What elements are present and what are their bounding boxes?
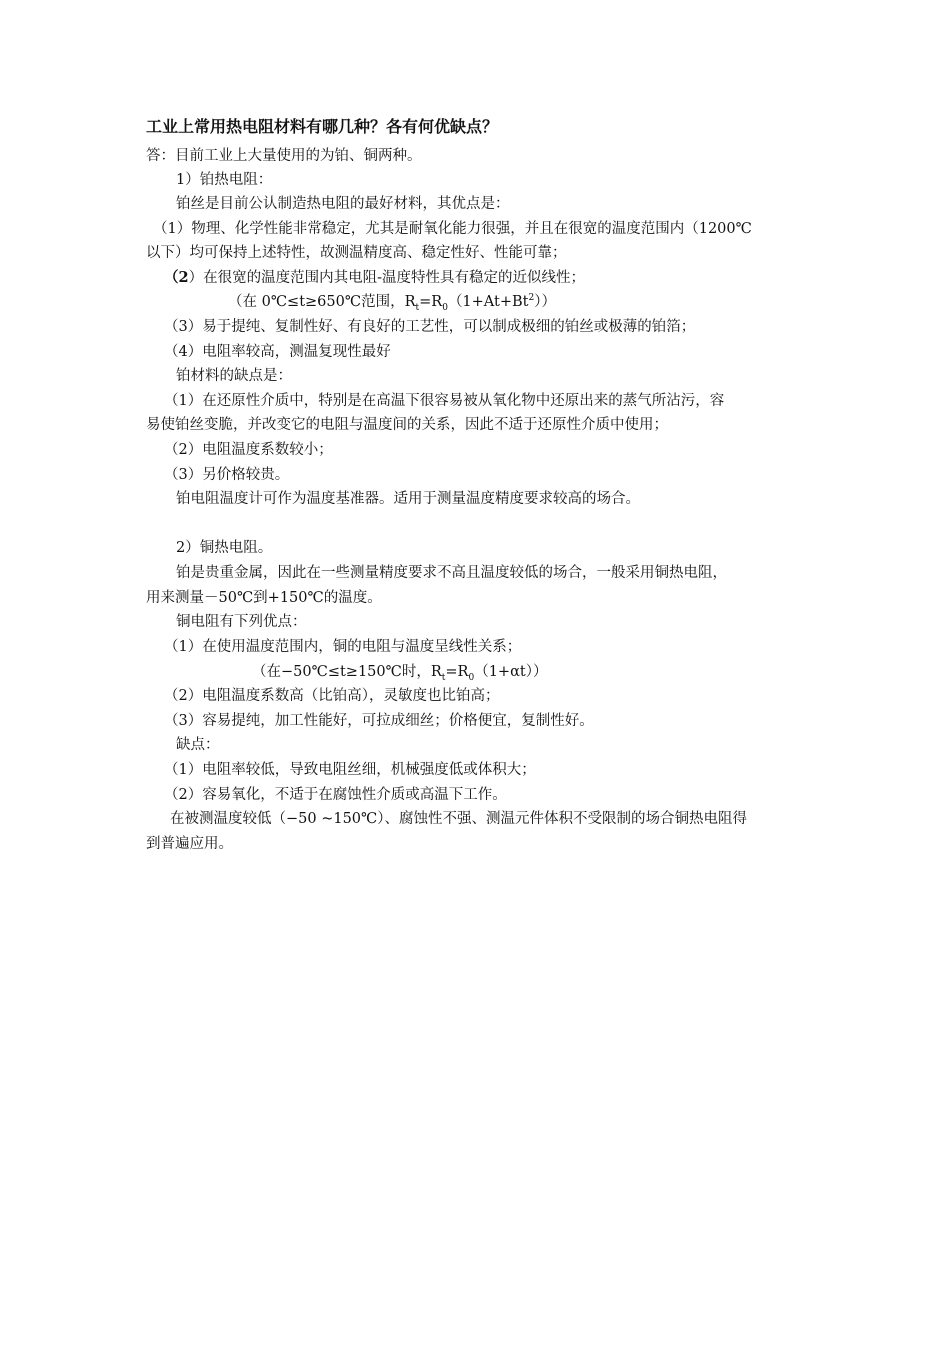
- copper-dis-1: （1）电阻率较低，导致电阻丝细，机械强度低或体积大；: [164, 762, 536, 778]
- platinum-formula: [228, 292, 556, 312]
- copper-adv-3: （3）容易提纯，加工性能好，可拉成细丝；价格便宜，复制性好。: [164, 713, 594, 729]
- platinum-summary: 铂电阻温度计可作为温度基准器。适用于测量温度精度要求较高的场合。: [176, 491, 640, 507]
- platinum-adv-4: （4）电阻率较高，测温复现性最好: [164, 344, 391, 360]
- copper-conclusion-line-1: 在被测温度较低（−50 ~150℃）、腐蚀性不强、测温元件体积不受限制的场合铜热电阻得: [170, 811, 748, 827]
- platinum-adv-2-number: （2: [164, 269, 189, 286]
- copper-disadv-heading: 缺点：: [176, 737, 220, 753]
- platinum-dis-3: （3）另价格较贵。: [164, 467, 290, 483]
- subscript-0: 0: [468, 672, 475, 683]
- copper-heading: 2）铜热电阻。: [176, 540, 273, 556]
- copper-dis-2: （2）容易氧化，不适于在腐蚀性介质或高温下工作。: [164, 787, 507, 803]
- copper-formula-part: （1+αt））: [474, 664, 548, 680]
- platinum-formula-part: ））: [534, 294, 556, 310]
- platinum-adv-2: [164, 268, 585, 288]
- page-title: 工业上常用热电阻材料有哪几种？各有何优缺点？: [146, 117, 499, 136]
- platinum-heading: 1）铂热电阻：: [176, 172, 273, 188]
- copper-conclusion-line-2: 到普遍应用。: [146, 836, 233, 852]
- platinum-intro: 铂丝是目前公认制造热电阻的最好材料，其优点是：: [176, 196, 510, 212]
- subscript-t: t: [441, 672, 446, 683]
- platinum-adv-3: （3）易于提纯、复制性好、有良好的工艺性，可以制成极细的铂丝或极薄的铂箔；: [164, 319, 696, 335]
- superscript-2: 2: [528, 293, 535, 304]
- platinum-formula-part: （在 0℃≤t≥650℃范围，R: [228, 294, 416, 310]
- copper-formula-part: （在−50℃≤t≥150℃时，R: [252, 664, 442, 680]
- copper-adv-2: （2）电阻温度系数高（比铂高），灵敏度也比铂高；: [164, 688, 500, 704]
- platinum-adv-2-text: ）在很宽的温度范围内其电阻-温度特性具有稳定的近似线性；: [188, 270, 585, 286]
- platinum-dis-2: （2）电阻温度系数较小；: [164, 442, 333, 458]
- copper-adv-heading: 铜电阻有下列优点：: [176, 614, 307, 630]
- platinum-formula-part: （1+At+Bt: [447, 294, 529, 310]
- subscript-0: 0: [442, 302, 448, 313]
- platinum-dis-1-line-1: （1）在还原性介质中，特别是在高温下很容易被从氧化物中还原出来的蒸气所沾污，容: [164, 393, 725, 409]
- platinum-formula-part: =R: [419, 294, 443, 310]
- platinum-adv-1-line-1: （1）物理、化学性能非常稳定，尤其是耐氧化能力很强，并且在很宽的温度范围内（1200℃: [153, 221, 752, 237]
- copper-intro-line-2: 用来测量－50℃到+150℃的温度。: [146, 590, 382, 606]
- copper-formula-part: =R: [445, 664, 469, 680]
- subscript-t: t: [415, 302, 420, 313]
- copper-intro-line-1: 铂是贵重金属，因此在一些测量精度要求不高且温度较低的场合，一般采用铜热电阻，: [176, 565, 727, 581]
- copper-adv-1: （1）在使用温度范围内，铜的电阻与温度呈线性关系；: [164, 639, 522, 655]
- platinum-adv-1-line-2: 以下）均可保持上述特性，故测温精度高、稳定性好、性能可靠；: [146, 245, 567, 261]
- platinum-dis-1-line-2: 易使铂丝变脆，并改变它的电阻与温度间的关系，因此不适于还原性介质中使用；: [146, 417, 668, 433]
- copper-formula: [252, 662, 547, 682]
- platinum-disadv-heading: 铂材料的缺点是：: [176, 368, 292, 384]
- answer-intro: 答：目前工业上大量使用的为铂、铜两种。: [146, 148, 422, 164]
